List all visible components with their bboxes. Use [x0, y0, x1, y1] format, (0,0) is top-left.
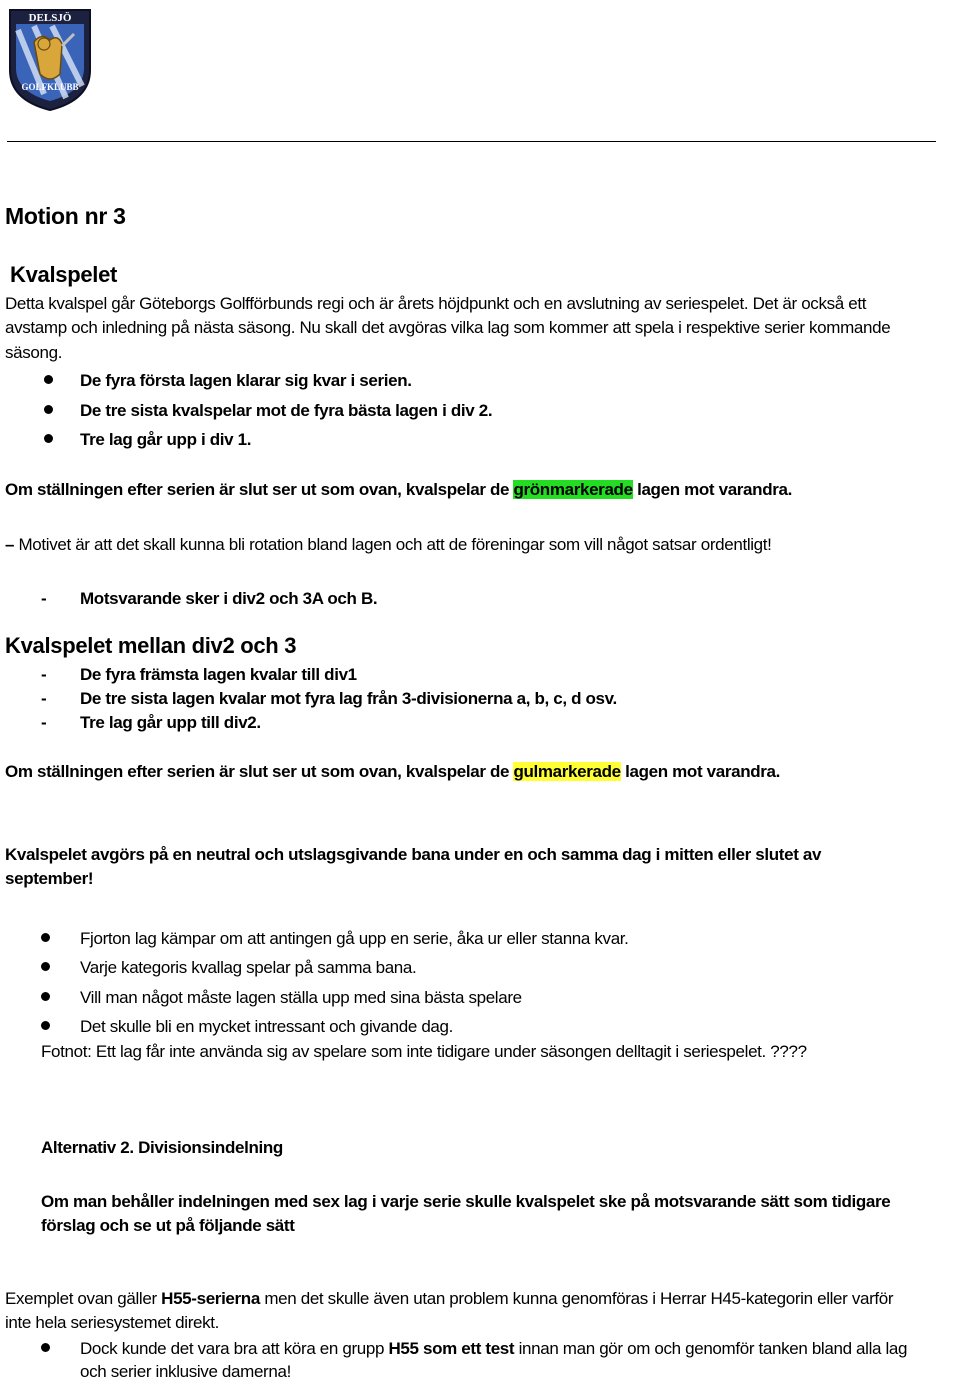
alternative-line-2: förslag och se ut på följande sätt: [41, 1216, 295, 1235]
example-end: men det skulle även utan problem kunna genomföras i Herrar H45-kategorin eller varför: [259, 1289, 894, 1308]
list2-item-1: Fjorton lag kämpar om att antingen gå upp en serie, åka ur eller stanna kvar.: [80, 929, 629, 948]
green-note-end: lagen mot varandra.: [632, 480, 792, 499]
bullet-icon: [44, 434, 53, 443]
bullet-icon: [44, 405, 53, 414]
club-logo: [4, 4, 96, 112]
yellow-highlight: gulmarkerade: [513, 762, 621, 781]
example-bullet-line-1: [80, 1337, 907, 1360]
example-bullet-end: innan man gör om och genomför tanken bland alla lag: [514, 1339, 908, 1358]
alternative-heading: Alternativ 2. Divisionsindelning: [41, 1138, 283, 1157]
bullet-icon: [41, 933, 50, 942]
list-dash: -: [41, 713, 47, 732]
bullet-item-1: De fyra första lagen klarar sig kvar i serien.: [80, 371, 412, 390]
intro-line-3: säsong.: [5, 343, 63, 362]
motive-dash: –: [5, 535, 15, 554]
bullet-icon: [41, 992, 50, 1001]
div2-item-1: De fyra främsta lagen kvalar till div1: [80, 665, 357, 684]
list2-item-4: Det skulle bli en mycket intressant och givande dag.: [80, 1017, 454, 1036]
intro-line-1: Detta kvalspel går Göteborgs Golfförbunds regi och är årets höjdpunkt och en avslutning av seriespelet. Det är också ett: [5, 294, 867, 313]
div2-item-3: Tre lag går upp till div2.: [80, 713, 261, 732]
footnote: Fotnot: Ett lag får inte använda sig av spelare som inte tidigare under säsongen delltagit i seriespelet. ????: [41, 1042, 807, 1061]
example-line-2: inte hela seriesystemet direkt.: [5, 1313, 220, 1332]
bullet-icon: [41, 962, 50, 971]
bullet-item-3: Tre lag går upp i div 1.: [80, 430, 252, 449]
example-line-1: [5, 1287, 893, 1310]
div2-item-2: De tre sista lagen kvalar mot fyra lag från 3-divisionerna a, b, c, d osv.: [80, 689, 617, 708]
green-note-start: Om ställningen efter serien är slut ser ut som ovan, kvalspelar de: [5, 480, 514, 499]
list-dash: -: [41, 689, 47, 708]
yellow-note-end: lagen mot varandra.: [620, 762, 781, 781]
corresponding-dash: -: [41, 589, 47, 608]
bullet-item-2: De tre sista kvalspelar mot de fyra bästa lagen i div 2.: [80, 401, 493, 420]
yellow-note: [5, 760, 780, 783]
green-highlight: grönmarkerade: [513, 480, 633, 499]
alternative-line-1: Om man behåller indelningen med sex lag i varje serie skulle kvalspelet ske på motsvarande sätt som tidigare: [41, 1192, 891, 1211]
page-title: Motion nr 3: [5, 203, 126, 229]
section-heading-div2-3: Kvalspelet mellan div2 och 3: [5, 633, 297, 658]
example-start: Exemplet ovan gäller: [5, 1289, 162, 1308]
example-bullet-bold: H55 som ett test: [388, 1339, 515, 1358]
intro-line-2: avstamp och inledning på nästa säsong. Nu skall det avgöras vilka lag som kommer att spela i respektive serier kommande: [5, 318, 891, 337]
logo-top-text: DELSJÖ: [28, 12, 72, 24]
example-bold: H55-serierna: [161, 1289, 260, 1308]
logo-bottom-text: GOLFKLUBB: [21, 82, 79, 92]
list-dash: -: [41, 665, 47, 684]
bullet-icon: [41, 1021, 50, 1030]
corresponding-line: Motsvarande sker i div2 och 3A och B.: [80, 589, 378, 608]
example-bullet-start: Dock kunde det vara bra att köra en grupp: [80, 1339, 389, 1358]
motive-text: Motivet är att det skall kunna bli rotation bland lagen och att de föreningar som vill något satsar ordentligt!: [14, 535, 772, 554]
header-rule: [7, 141, 936, 142]
decision-line-2: september!: [5, 869, 94, 888]
bullet-icon: [44, 375, 53, 384]
list2-item-3: Vill man något måste lagen ställa upp med sina bästa spelare: [80, 988, 522, 1007]
bullet-icon: [41, 1343, 50, 1352]
green-note: [5, 478, 792, 501]
yellow-note-start: Om ställningen efter serien är slut ser ut som ovan, kvalspelar de: [5, 762, 514, 781]
example-bullet-line-2: och serier inklusive damerna!: [80, 1362, 291, 1381]
section-heading-kvalspelet: Kvalspelet: [10, 262, 118, 287]
motive-line: [5, 533, 772, 556]
list2-item-2: Varje kategoris kvallag spelar på samma bana.: [80, 958, 417, 977]
decision-line-1: Kvalspelet avgörs på en neutral och utslagsgivande bana under en och samma dag i mitten eller slutet av: [5, 845, 822, 864]
